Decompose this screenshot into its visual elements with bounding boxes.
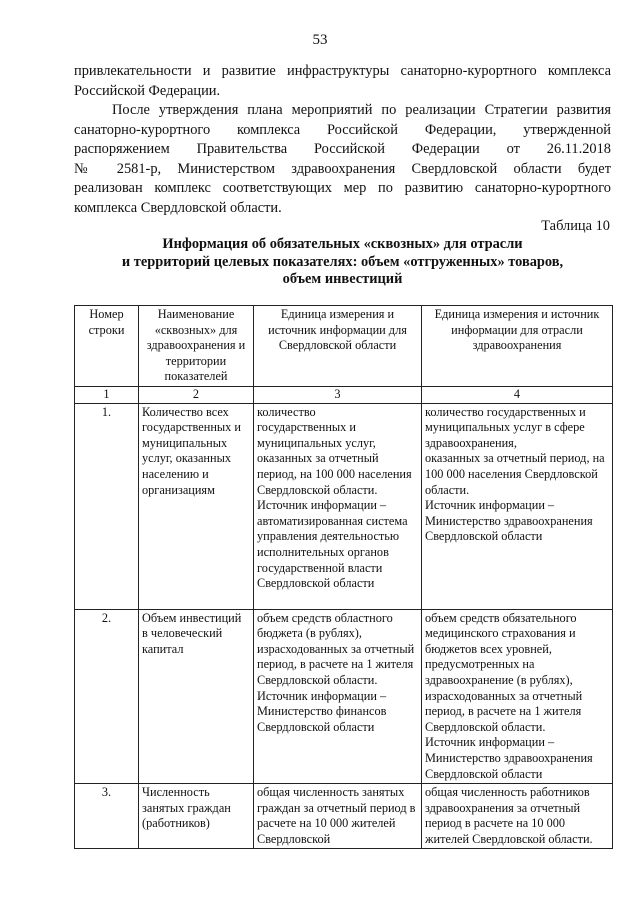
table-row (75, 403, 613, 609)
row-number: 2. (75, 609, 139, 784)
indicator-name: Количество всех государственных и муниципальных услуг, оказанных населению и организациям (139, 403, 254, 609)
table-row (75, 784, 613, 849)
table-title-line: и территорий целевых показателях: объем «отгруженных» товаров, (121, 253, 564, 270)
paragraph-strategy (74, 101, 611, 218)
paragraph-line: После утверждения плана мероприятий по реализации Стратегии развития (112, 102, 611, 118)
indicator-name: Объем инвестиций в человеческий капитал (139, 609, 254, 784)
paragraph-line: комплекса Свердловской области. (74, 199, 282, 216)
table-row (75, 609, 613, 784)
paragraph-continued: привлекательности и развитие инфраструктуры санаторно-курортного комплекса Российской Федерации. (74, 63, 611, 99)
industry-unit-source: объем средств обязательного медицинского страхования и бюджетов всех уровней, предусмотренных на здравоохранение (в рублях), израсходованных за отчетный период, в расчете на 1 жителя Свердловской области. Источник информации – Министерство здравоохранения Свердловской области (422, 609, 613, 784)
row-number: 3. (75, 784, 139, 849)
row-number: 1. (75, 403, 139, 609)
table-header-row (75, 306, 613, 387)
paragraph-line: реализован комплекс соответствующих мер по развитию санаторно-курортного (74, 180, 611, 196)
region-unit-source: количество государственных и муниципальных услуг, оказанных за отчетный период, на 100 000 населения Свердловской области. Источник информации – автоматизированная система управления деятельностью исполнительных органов государственной власти Свердловской области (254, 403, 422, 609)
table-label: Таблица 10 (541, 218, 610, 234)
header-industry-unit: Единица измерения и источник информации для отрасли здравоохранения (422, 306, 613, 387)
column-numbers-row (75, 386, 613, 403)
region-unit-source: общая численность занятых граждан за отчетный период в расчете на 10 000 жителей Свердловской (254, 784, 422, 849)
header-region-unit: Единица измерения и источник информации для Свердловской области (254, 306, 422, 387)
paragraph-line: санаторно-курортного комплекса Российской Федерации, утвержденной (74, 121, 611, 138)
region-unit-source: объем средств областного бюджета (в рублях), израсходованных за отчетный период, в расчете на 1 жителя Свердловской области. Источник информации – Министерство финансов Свердловской области (254, 609, 422, 784)
page-number: 53 (312, 32, 328, 48)
industry-unit-source: общая численность работников здравоохранения за отчетный период в расчете на 10 000 жителей Свердловской области. (422, 784, 613, 849)
column-number: 1 (75, 386, 139, 403)
industry-unit-source: количество государственных и муниципальных услуг в сфере здравоохранения, оказанных за отчетный период, на 100 000 населения Свердловской области. Источник информации – Министерство здравоохранения Свердловской области (422, 403, 613, 609)
indicator-name: Численность занятых граждан (работников) (139, 784, 254, 849)
header-row-number: Номер строки (75, 306, 139, 387)
table-title-line: объем инвестиций (282, 271, 403, 287)
column-number: 2 (139, 386, 254, 403)
header-indicator-name: Наименование «сквозных» для здравоохранения и территории показателей (139, 306, 254, 387)
indicators-table (74, 305, 613, 849)
table-title-line: Информация об обязательных «сквозных» для отрасли (162, 236, 523, 252)
paragraph-line: распоряжением Правительства Российской Федерации от 26.11.2018 (74, 141, 611, 157)
column-number: 4 (422, 386, 613, 403)
table-title (74, 236, 611, 289)
column-number: 3 (254, 386, 422, 403)
paragraph-line: № 2581-р, Министерством здравоохранения Свердловской области будет (74, 160, 611, 177)
